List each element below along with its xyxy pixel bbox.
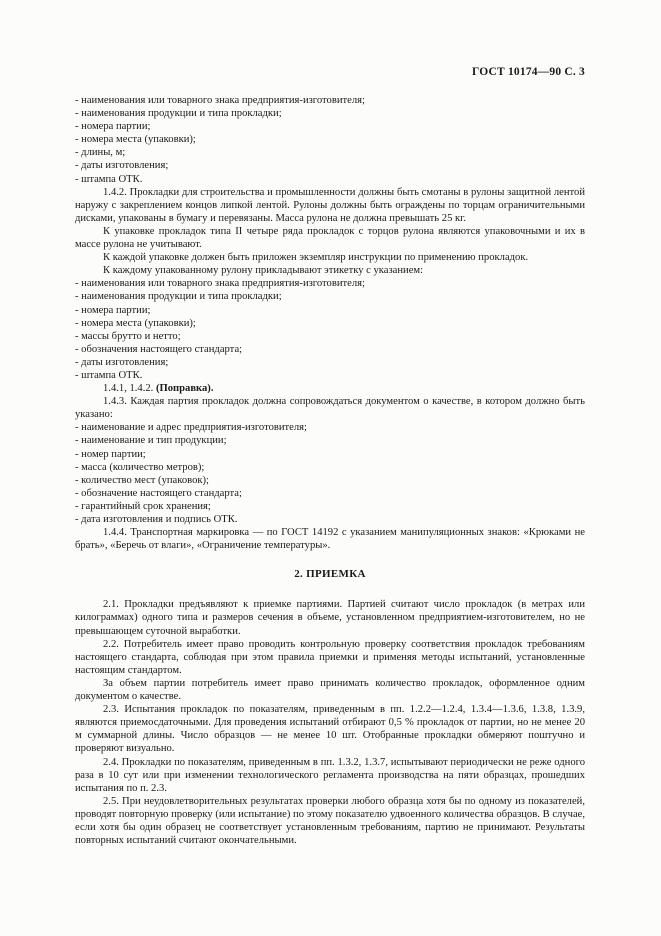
- paragraph-2-5: 2.5. При неудовлетворительных результатах проверки любого образца хотя бы по одному из показателей, проводят повторную проверку (или испытание) по этому показателю удвоенного количества образцов. В случае, если хотя бы один образец не соответствует установленным требованиям, партию не принимают. Результаты повторных испытаний считают окончательными.: [75, 795, 585, 847]
- list-item: - штампа ОТК.: [75, 369, 143, 381]
- paragraph-2-2-volume: За объем партии потребитель имеет право принимать количество прокладок, оформленное одним документом о качестве.: [75, 677, 585, 703]
- quality-document-list: [75, 421, 585, 526]
- list-item: - наименования или товарного знака предприятия-изготовителя;: [75, 95, 365, 106]
- list-item: - масса (количество метров);: [75, 461, 205, 473]
- list-item: - номера партии;: [75, 304, 151, 316]
- marking-list-roll: [75, 94, 585, 186]
- section-heading: 2. ПРИЕМКА: [294, 568, 366, 581]
- list-item: - даты изготовления;: [75, 356, 169, 368]
- paragraph-1-4-2: 1.4.2. Прокладки для строительства и промышленности должны быть смотаны в рулоны защитной лентой наружу с закреплением концов липкой лентой. Рулоны должны быть ограждены по торцам ограничительными дисками, упакованы в бумагу и перевязаны. Масса рулона не должна превышать 25 кг.: [75, 186, 585, 224]
- list-item: - номера партии;: [75, 121, 151, 133]
- list-item: - наименования или товарного знака предприятия-изготовителя;: [75, 278, 365, 290]
- amendment-numbers: 1.4.1, 1.4.2.: [103, 383, 156, 395]
- list-item: - количество мест (упаковок);: [75, 474, 209, 486]
- list-item: - дата изготовления и подпись ОТК.: [75, 514, 238, 525]
- document-body: [75, 94, 585, 847]
- paragraph-1-4-4: 1.4.4. Транспортная маркировка — по ГОСТ 14192 с указанием манипуляционных знаков: «Крюками не брать», «Беречь от влаги», «Ограничение температуры».: [75, 527, 585, 552]
- list-item: - длины, м;: [75, 147, 126, 159]
- paragraph-2-3: 2.3. Испытания прокладок по показателям, приведенным в пп. 1.2.2—1.2.4, 1.3.4—1.3.6, 1.3.8, 1.3.9, являются приемосдаточными. Для проведения испытаний отбирают 0,5 % прокладок от партии, но не менее 20 м суммарной длины. Число образцов — не менее 10 шт. Отобранные прокладки обмеряют поштучно и проверяют визуально.: [75, 704, 585, 755]
- amendment-label: (Поправка).: [155, 383, 214, 395]
- list-item: - наименования продукции и типа прокладки;: [75, 108, 282, 120]
- list-item: - наименование и тип продукции;: [75, 435, 227, 447]
- list-item: - номера места (упаковки);: [75, 317, 196, 329]
- paragraph-1-4-3: 1.4.3. Каждая партия прокладок должна сопровождаться документом о качестве, в котором должно быть указано:: [75, 396, 585, 421]
- paragraph-label: К каждому упакованному рулону прикладывают этикетку с указанием:: [103, 265, 424, 277]
- list-item: - обозначение настоящего стандарта;: [75, 487, 242, 499]
- paragraph-amendment: [75, 382, 585, 395]
- list-item: - номер партии;: [75, 448, 146, 460]
- list-item: - гарантийный срок хранения;: [75, 500, 211, 512]
- list-item: - номера места (упаковки);: [75, 134, 196, 146]
- paragraph-instructions: К каждой упаковке должен быть приложен экземпляр инструкции по применению прокладок.: [103, 252, 529, 264]
- list-item: - массы брутто и нетто;: [75, 330, 181, 342]
- list-item: - наименования продукции и типа прокладки;: [75, 291, 282, 303]
- page-header: ГОСТ 10174—90 С. 3: [472, 66, 585, 78]
- label-list: [75, 277, 585, 382]
- paragraph-2-2: 2.2. Потребитель имеет право проводить контрольную проверку соответствия прокладок требованиям настоящего стандарта, соблюдая при этом правила приемки и применяя методы испытаний, установленные настоящим стандартом.: [75, 638, 585, 676]
- list-item: - даты изготовления;: [75, 160, 169, 172]
- paragraph-2-4: 2.4. Прокладки по показателям, приведенным в пп. 1.3.2, 1.3.7, испытывают периодически не реже одного раза в 10 сут или при изменении технологического регламента производства на пяти образцах, прошедших испытания по п. 2.3.: [75, 756, 585, 794]
- paragraph-type2-packaging: К упаковке прокладок типа II четыре ряда прокладок с торцов рулона являются упаковочными и их в массе рулона не учитывают.: [75, 225, 585, 251]
- list-item: - штампа ОТК.: [75, 173, 143, 185]
- list-item: - наименование и адрес предприятия-изготовителя;: [75, 422, 307, 434]
- list-item: - обозначения настоящего стандарта;: [75, 343, 243, 355]
- paragraph-2-1: 2.1. Прокладки предъявляют к приемке партиями. Партией считают число прокладок (в метрах или килограммах) одного типа и размеров сечения в объеме, установленном предприятием-изготовителем, но не превышающем суточной выработки.: [75, 599, 585, 637]
